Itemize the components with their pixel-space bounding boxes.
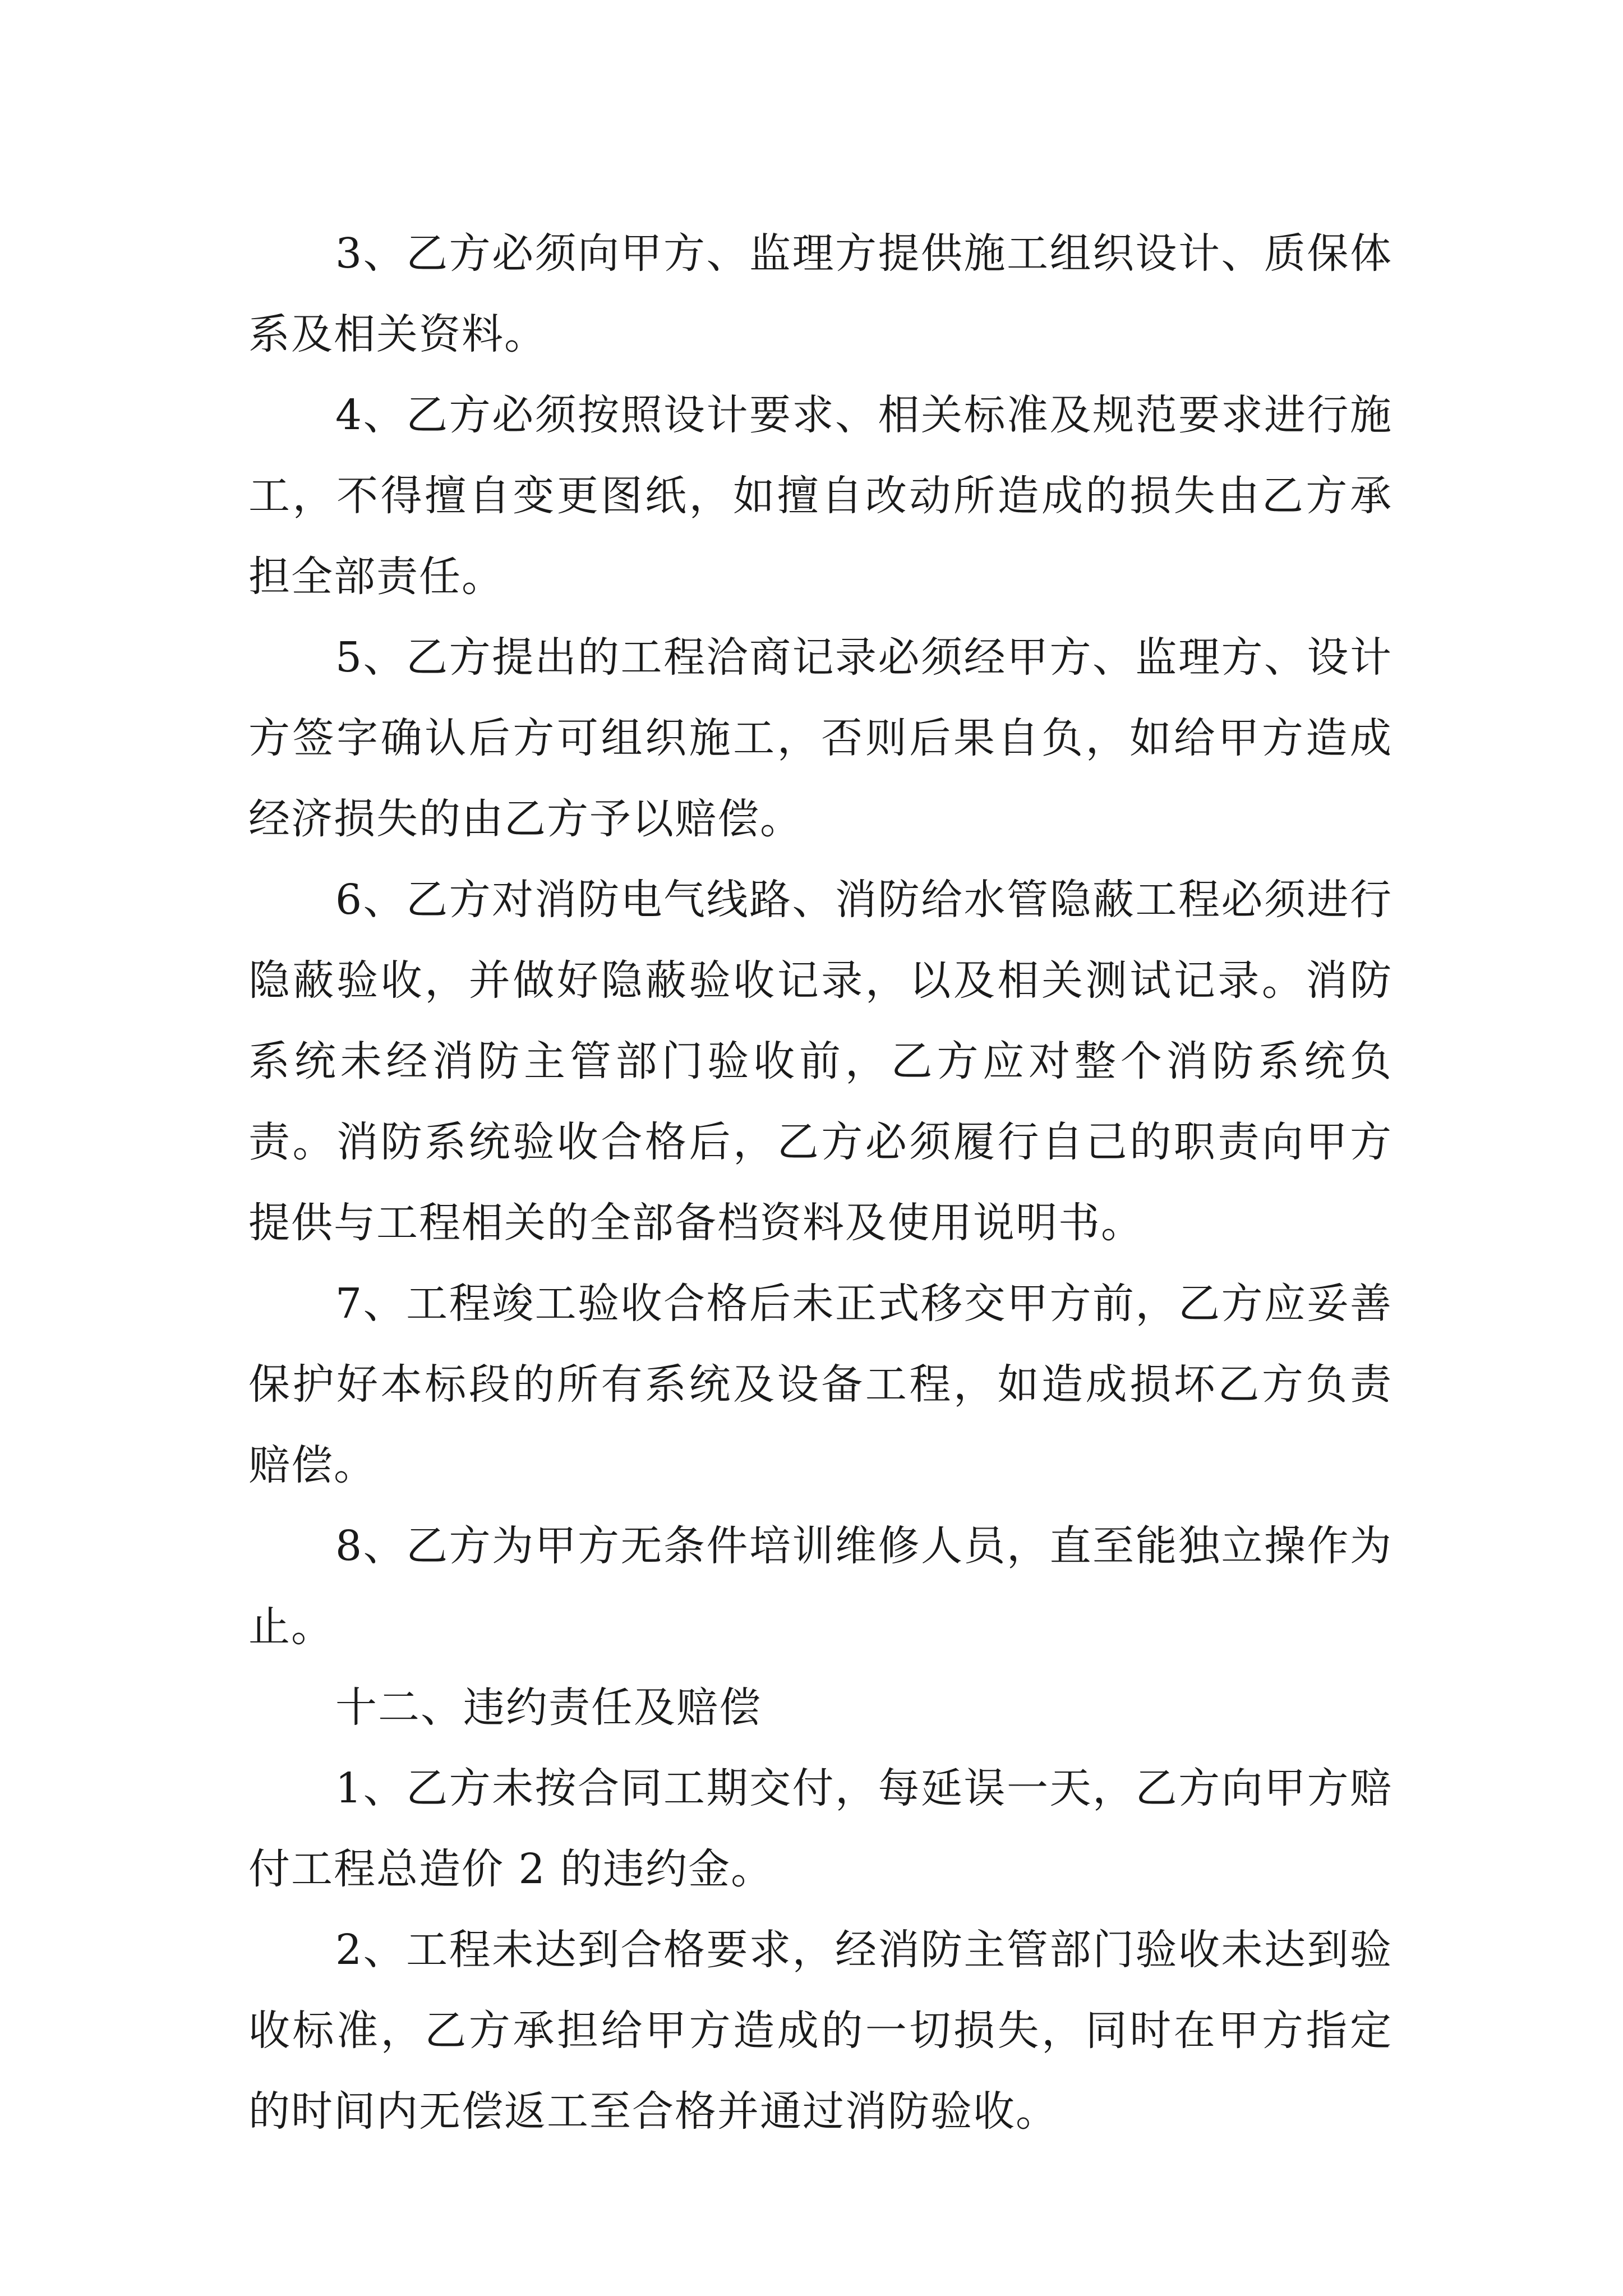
penalty-clause-1: 1、乙方未按合同工期交付，每延误一天，乙方向甲方赔付工程总造价 2 的违约金。 [248, 1764, 1393, 1893]
clause-7: 7、工程竣工验收合格后未正式移交甲方前，乙方应妥善保护好本标段的所有系统及设备工程，如造成损坏乙方负责赔偿。 [248, 1280, 1393, 1489]
document-body [248, 213, 1393, 2152]
penalty-clause-2: 2、工程未达到合格要求，经消防主管部门验收未达到验收标准，乙方承担给甲方造成的一切损失，同时在甲方指定的时间内无偿返工至合格并通过消防验收。 [248, 1926, 1393, 2136]
clause-6: 6、乙方对消防电气线路、消防给水管隐蔽工程必须进行隐蔽验收，并做好隐蔽验收记录，以及相关测试记录。消防系统未经消防主管部门验收前，乙方应对整个消防系统负责。消防系统验收合格后，乙方必须履行自己的职责向甲方提供与工程相关的全部备档资料及使用说明书。 [248, 876, 1393, 1247]
clause-4: 4、乙方必须按照设计要求、相关标准及规范要求进行施工，不得擅自变更图纸，如擅自改动所造成的损失由乙方承担全部责任。 [248, 391, 1393, 601]
clause-8: 8、乙方为甲方无条件培训维修人员，直至能独立操作为止。 [248, 1522, 1393, 1651]
clause-3: 3、乙方必须向甲方、监理方提供施工组织设计、质保体系及相关资料。 [248, 229, 1393, 358]
section-heading: 十二、违约责任及赔偿 [335, 1683, 762, 1732]
clause-5: 5、乙方提出的工程洽商记录必须经甲方、监理方、设计方签字确认后方可组织施工，否则后果自负，如给甲方造成经济损失的由乙方予以赔偿。 [248, 633, 1393, 843]
